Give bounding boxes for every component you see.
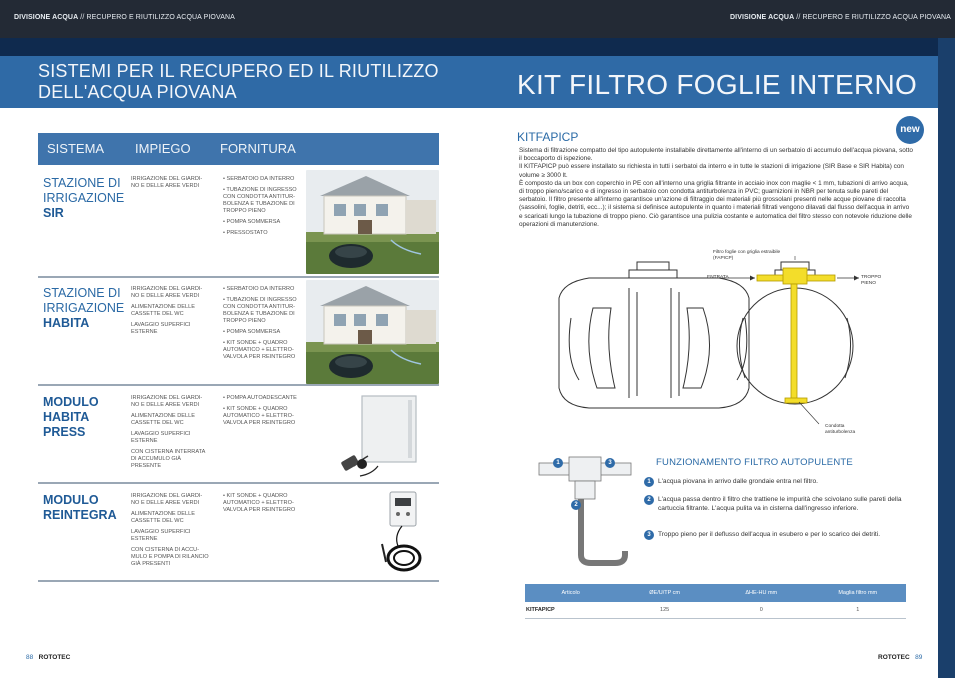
product-description: Sistema di filtrazione compatto del tipo autopulente installabile direttamente all'interno di un serbatoio di accumulo dell'acqua piovana, sotto il boccaporto di ispezione. Il KITFAPICP può essere installato su richiesta in tutti i serbatoi da interro e in tutte le stazioni di irrigazione (SIR Base e SIR Habita) con volume ≥ 3000 lt. È composto da un box con coperchio in PE con all'interno una griglia filtrante in acciaio inox con maglie < 1 mm, tubazioni di arrivo acqua, di troppo pieno/scarico e di ingresso in serbatoio con condotta antiturbolenza in PVC; guarnizioni in NBR per tenuta sulle pareti del serbatoio. Il filtro presente all'interno garantisce un'azione di filtraggio dei materiali più grossolani presenti nelle acque piovane di raccolta (sassolini, foglie, detriti, ecc...); il sistema si definisce autopulente in quanto i materiali filtrati vengono dilavati dal flusso dell'acqua in arrivo e scaricati lungo la tubazione di troppo pieno. Ciò garantisce una pulizia costante e automatica del filtro stesso con notevole riduzione delle operazioni di manutenzione.: [519, 147, 913, 228]
impiego-list: IRRIGAZIONE DEL GIARDI-NO E DELLE AREE VERDI ALIMENTAZIONE DELLE CASSETTE DEL WC LAVAGGIO SUPERFICI ESTERNE: [131, 286, 203, 335]
footer-right: [878, 654, 922, 661]
label-pipe: Condotta antiturbolenza: [825, 424, 856, 435]
page-number: 89: [915, 654, 923, 661]
label-filter: Filtro foglie con griglia estraibile (FAPICP): [713, 250, 781, 261]
filter-detail-drawing: [535, 455, 635, 570]
system-name: MODULO REINTEGRA: [43, 493, 117, 522]
breadcrumb-right: DIVISIONE ACQUA // RECUPERO E RIUTILIZZO ACQUA PIOVANA: [730, 14, 951, 21]
label-overflow: TROPPO PIENO: [861, 275, 882, 286]
step-text: L'acqua piovana in arrivo dalle grondaie entra nel filtro.: [658, 478, 818, 485]
house-illustration-image: [306, 170, 439, 274]
step-item: [644, 477, 906, 491]
system-name: MODULO HABITA PRESS: [43, 395, 99, 439]
table-row: [38, 278, 439, 384]
control-panel-cable-image: [368, 488, 438, 578]
impiego-list: IRRIGAZIONE DEL GIARDI-NO E DELLE AREE VERDI ALIMENTAZIONE DELLE CASSETTE DEL WC LAVAGGIO SUPERFICI ESTERNE CON CISTERNA DI ACCU-MULO E POMPA DI RILANCIO GIÀ PRESENTI: [131, 493, 209, 567]
tank-cross-section-diagram: [553, 248, 923, 440]
step-text: L'acqua passa dentro il filtro che trattiene le impurità che scivolano sulle pareti della cartuccia filtrante. L'acqua pulita va in cisterna dall'ingresso inferiore.: [658, 496, 902, 512]
header-sistema: SISTEMA: [47, 141, 105, 156]
brand-name: ROTOTEC: [38, 654, 71, 661]
spec-header: ØE/U/TP cm: [616, 584, 713, 602]
footer-left: [26, 654, 70, 661]
header-fornitura: FORNITURA: [220, 141, 296, 156]
table-row: [38, 386, 439, 482]
house-illustration-image: [306, 280, 439, 384]
spec-header: Maglia filtro mm: [809, 584, 906, 602]
step-text: Troppo pieno per il deflusso dell'acqua in esubero e per lo scarico dei detriti.: [658, 531, 881, 538]
brand-name: ROTOTEC: [878, 654, 910, 661]
page-edge-strip: [938, 38, 955, 678]
fornitura-list: • POMPA AUTOADESCANTE • KIT SONDE + QUADRO AUTOMATICO + ELETTRO-VALVOLA PER REINTEGRO: [223, 395, 297, 426]
control-box-pump-image: [338, 390, 438, 480]
header-band-dark: [0, 38, 938, 56]
fornitura-list: • SERBATOIO DA INTERRO • TUBAZIONE DI INGRESSO CON CONDOTTA ANTITUR-BOLENZA E TUBAZIONE DI TROPPO PIENO • POMPA SOMMERSA • KIT SONDE + QUADRO AUTOMATICO + ELETTRO-VALVOLA PER REINTEGRO: [223, 286, 297, 360]
spec-table: [525, 584, 906, 619]
page-number: 88: [26, 654, 34, 661]
table-row: KITFAPICP 125 0 1: [525, 602, 906, 619]
systems-table-header: [38, 133, 439, 165]
fornitura-list: • SERBATOIO DA INTERRO • TUBAZIONE DI INGRESSO CON CONDOTTA ANTITUR-BOLENZA E TUBAZIONE DI TROPPO PIENO • POMPA SOMMERSA • PRESSOSTATO: [223, 176, 297, 236]
new-badge: new: [896, 116, 924, 144]
product-code: KITFAPICP: [517, 130, 579, 144]
header-impiego: IMPIEGO: [135, 141, 191, 156]
top-bar: [0, 0, 955, 38]
marker-2: 2: [571, 500, 581, 510]
function-title: FUNZIONAMENTO FILTRO AUTOPULENTE: [656, 457, 853, 468]
table-row: [38, 484, 439, 580]
step-item: [644, 495, 906, 523]
impiego-list: IRRIGAZIONE DEL GIARDI-NO E DELLE AREE VERDI ALIMENTAZIONE DELLE CASSETTE DEL WC LAVAGGIO SUPERFICI ESTERNE CON CISTERNA INTERRATA DI ACCUMULO GIÀ PRESENTE: [131, 395, 206, 469]
table-row: [38, 168, 439, 276]
impiego-list: IRRIGAZIONE DEL GIARDI-NO E DELLE AREE VERDI: [131, 176, 203, 189]
step-number: 3: [644, 530, 654, 540]
left-page-title: SISTEMI PER IL RECUPERO ED IL RIUTILIZZO DELL'ACQUA PIOVANA: [38, 61, 439, 102]
row-divider: [38, 580, 439, 582]
spec-header: Articolo: [525, 584, 616, 602]
right-page-title: KIT FILTRO FOGLIE INTERNO: [517, 69, 918, 100]
system-name: STAZIONE DI IRRIGAZIONE SIR: [43, 176, 125, 220]
step-number: 2: [644, 495, 654, 505]
system-name: STAZIONE DI IRRIGAZIONE HABITA: [43, 286, 125, 330]
label-inlet: ENTRATA: [707, 275, 729, 280]
step-number: 1: [644, 477, 654, 487]
step-item: [644, 530, 906, 544]
marker-3: 3: [605, 458, 615, 468]
breadcrumb-left: DIVISIONE ACQUA // RECUPERO E RIUTILIZZO ACQUA PIOVANA: [14, 14, 235, 21]
fornitura-list: • KIT SONDE + QUADRO AUTOMATICO + ELETTRO-VALVOLA PER REINTEGRO: [223, 493, 296, 513]
marker-1: 1: [553, 458, 563, 468]
spec-header: ΔHE-HU mm: [713, 584, 809, 602]
